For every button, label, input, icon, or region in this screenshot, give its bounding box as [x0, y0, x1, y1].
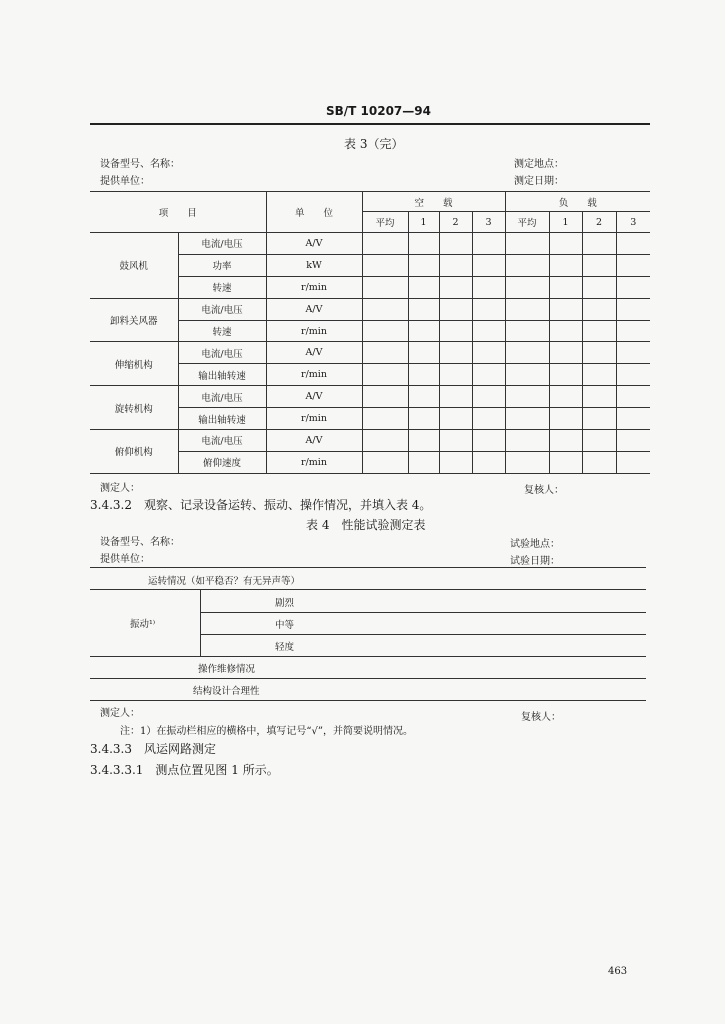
table3-value-cell: [439, 342, 472, 364]
table3-unit: A/V: [266, 233, 362, 255]
table3-unit: kW: [266, 254, 362, 276]
table3-value-cell: [362, 451, 408, 473]
table3-value-cell: [582, 386, 616, 408]
table3-unit: A/V: [266, 430, 362, 452]
load-3-header: 3: [616, 212, 650, 233]
table3-title: 表 3（完）: [344, 137, 404, 151]
table3-value-cell: [549, 233, 582, 255]
table3-value-cell: [439, 233, 472, 255]
table3-value-cell: [549, 342, 582, 364]
table3-unit: r/min: [266, 276, 362, 298]
table3-value-cell: [549, 298, 582, 320]
table3-unit: A/V: [266, 298, 362, 320]
table3-value-cell: [472, 233, 505, 255]
table3-value-cell: [549, 320, 582, 342]
table3-row: [90, 233, 650, 255]
table3-value-cell: [439, 408, 472, 430]
table3-value-cell: [472, 408, 505, 430]
table3-value-cell: [582, 233, 616, 255]
table3-value-cell: [408, 320, 439, 342]
table4-reviewer-label: 复核人：: [521, 712, 561, 723]
table3-value-cell: [362, 364, 408, 386]
table4-vibration-label: 振动¹⁾: [130, 619, 156, 630]
table3-group-name: 伸缩机构: [90, 342, 178, 386]
table3-value-cell: [616, 320, 650, 342]
table4-operation-label: 运转情况（如平稳否？有无异声等）: [148, 576, 301, 587]
table3: [90, 191, 650, 474]
table3-group-name: 鼓风机: [90, 233, 178, 299]
table3-value-cell: [582, 408, 616, 430]
table3-row: [90, 298, 650, 320]
table3-value-cell: [549, 254, 582, 276]
table3-value-cell: [408, 233, 439, 255]
table3-value-cell: [505, 451, 549, 473]
table3-value-cell: [505, 298, 549, 320]
table4-model-label: 设备型号、名称：: [100, 537, 180, 548]
table4-supplier-label: 提供单位：: [100, 554, 150, 565]
table3-unit: r/min: [266, 320, 362, 342]
table3-value-cell: [472, 320, 505, 342]
table3-value-cell: [616, 276, 650, 298]
vibration-level-light: 轻度: [275, 642, 295, 653]
table3-value-cell: [439, 276, 472, 298]
table4-structure-label: 结构设计合理性: [193, 686, 260, 697]
table3-param: 功率: [178, 254, 266, 276]
table3-value-cell: [505, 233, 549, 255]
table3-value-cell: [549, 408, 582, 430]
table3-noload-header: 空 载: [362, 192, 505, 212]
table3-param: 电流/电压: [178, 430, 266, 452]
table3-load-header: 负 载: [505, 192, 650, 212]
table3-value-cell: [505, 408, 549, 430]
vibration-level-severe: 剧烈: [275, 598, 295, 609]
table3-item-header: 项 目: [90, 192, 266, 233]
table3-value-cell: [408, 298, 439, 320]
table3-value-cell: [362, 386, 408, 408]
table3-value-cell: [472, 254, 505, 276]
table3-value-cell: [472, 430, 505, 452]
table3-value-cell: [616, 233, 650, 255]
table3-param: 电流/电压: [178, 233, 266, 255]
table3-unit: r/min: [266, 451, 362, 473]
table3-value-cell: [439, 320, 472, 342]
section-3432: 3.4.3.2 观察、记录设备运转、振动、操作情况，并填入表 4。: [90, 498, 432, 512]
table4-title: 表 4 性能试验测定表: [306, 518, 426, 532]
table3-value-cell: [616, 408, 650, 430]
noload-1-header: 1: [408, 212, 439, 233]
table3-value-cell: [472, 451, 505, 473]
table3-value-cell: [582, 276, 616, 298]
table3-value-cell: [408, 408, 439, 430]
table3-value-cell: [362, 320, 408, 342]
table3-value-cell: [505, 276, 549, 298]
table3-reviewer-label: 复核人：: [524, 485, 564, 496]
table3-value-cell: [582, 364, 616, 386]
table3-value-cell: [362, 408, 408, 430]
table3-value-cell: [408, 254, 439, 276]
table3-value-cell: [549, 386, 582, 408]
table4-date-label: 试验日期：: [510, 556, 560, 567]
noload-3-header: 3: [472, 212, 505, 233]
section-3433: 3.4.3.3 风运网路测定: [90, 742, 216, 756]
table3-value-cell: [616, 364, 650, 386]
table3-value-cell: [472, 276, 505, 298]
table3-value-cell: [408, 276, 439, 298]
table3-value-cell: [582, 430, 616, 452]
table3-row: [90, 386, 650, 408]
table3-value-cell: [439, 451, 472, 473]
table3-value-cell: [362, 276, 408, 298]
table3-value-cell: [582, 320, 616, 342]
table3-tester-label: 测定人：: [100, 483, 140, 494]
table3-value-cell: [582, 451, 616, 473]
table3-value-cell: [362, 342, 408, 364]
table3-value-cell: [549, 451, 582, 473]
table3-value-cell: [582, 298, 616, 320]
load-2-header: 2: [582, 212, 616, 233]
table3-value-cell: [362, 430, 408, 452]
table4-note: 注：1）在振动栏相应的横格中，填写记号“√”，并简要说明情况。: [120, 726, 413, 737]
table3-location-label: 测定地点：: [514, 159, 564, 170]
table3-group-name: 卸料关风器: [90, 298, 178, 342]
table3-param: 俯仰速度: [178, 451, 266, 473]
table3-row: [90, 342, 650, 364]
table3-value-cell: [616, 430, 650, 452]
table3-unit: r/min: [266, 364, 362, 386]
load-avg-header: 平均: [505, 212, 549, 233]
header-rule: [90, 123, 650, 125]
table3-value-cell: [616, 451, 650, 473]
table3-value-cell: [408, 430, 439, 452]
table3-value-cell: [616, 386, 650, 408]
table3-value-cell: [505, 386, 549, 408]
table3-value-cell: [472, 364, 505, 386]
vibration-level-medium: 中等: [275, 620, 295, 631]
table3-param: 电流/电压: [178, 298, 266, 320]
table3-value-cell: [408, 342, 439, 364]
table3-value-cell: [472, 386, 505, 408]
table3-value-cell: [616, 298, 650, 320]
table4-maintenance-label: 操作维修情况: [198, 664, 256, 675]
page-number: 463: [608, 966, 628, 977]
table3-value-cell: [408, 364, 439, 386]
table3-value-cell: [362, 233, 408, 255]
standard-number: SB/T 10207—94: [326, 104, 431, 118]
table4-location-label: 试验地点：: [510, 539, 560, 550]
table3-value-cell: [549, 430, 582, 452]
table3-value-cell: [439, 298, 472, 320]
load-1-header: 1: [549, 212, 582, 233]
table3-value-cell: [439, 254, 472, 276]
table3-param: 转速: [178, 320, 266, 342]
table3-param: 转速: [178, 276, 266, 298]
table3-value-cell: [549, 364, 582, 386]
table3-value-cell: [505, 430, 549, 452]
table3-param: 输出轴转速: [178, 408, 266, 430]
table3-value-cell: [408, 451, 439, 473]
noload-avg-header: 平均: [362, 212, 408, 233]
table3-value-cell: [549, 276, 582, 298]
table3-value-cell: [616, 254, 650, 276]
table3-value-cell: [439, 386, 472, 408]
table3-value-cell: [439, 364, 472, 386]
table3-group-name: 旋转机构: [90, 386, 178, 430]
table4-tester-label: 测定人：: [100, 708, 140, 719]
table3-model-label: 设备型号、名称：: [100, 159, 180, 170]
table3-param: 电流/电压: [178, 342, 266, 364]
table3-value-cell: [439, 430, 472, 452]
table3-value-cell: [505, 320, 549, 342]
noload-2-header: 2: [439, 212, 472, 233]
table3-value-cell: [582, 254, 616, 276]
table3-value-cell: [472, 342, 505, 364]
table3-unit-header: 单 位: [266, 192, 362, 233]
table3-row: [90, 430, 650, 452]
table3-value-cell: [505, 364, 549, 386]
table3-supplier-label: 提供单位：: [100, 176, 150, 187]
table3-unit: A/V: [266, 386, 362, 408]
table3-unit: A/V: [266, 342, 362, 364]
table3-value-cell: [505, 342, 549, 364]
table3-value-cell: [472, 298, 505, 320]
table3-value-cell: [408, 386, 439, 408]
table3-param: 电流/电压: [178, 386, 266, 408]
table3-param: 输出轴转速: [178, 364, 266, 386]
section-34331: 3.4.3.3.1 测点位置见图 1 所示。: [90, 763, 279, 777]
table3-value-cell: [505, 254, 549, 276]
table3-value-cell: [616, 342, 650, 364]
table3-value-cell: [362, 254, 408, 276]
table3-date-label: 测定日期：: [514, 176, 564, 187]
table3-value-cell: [582, 342, 616, 364]
table3-value-cell: [362, 298, 408, 320]
table3-group-name: 俯仰机构: [90, 430, 178, 474]
table3-unit: r/min: [266, 408, 362, 430]
